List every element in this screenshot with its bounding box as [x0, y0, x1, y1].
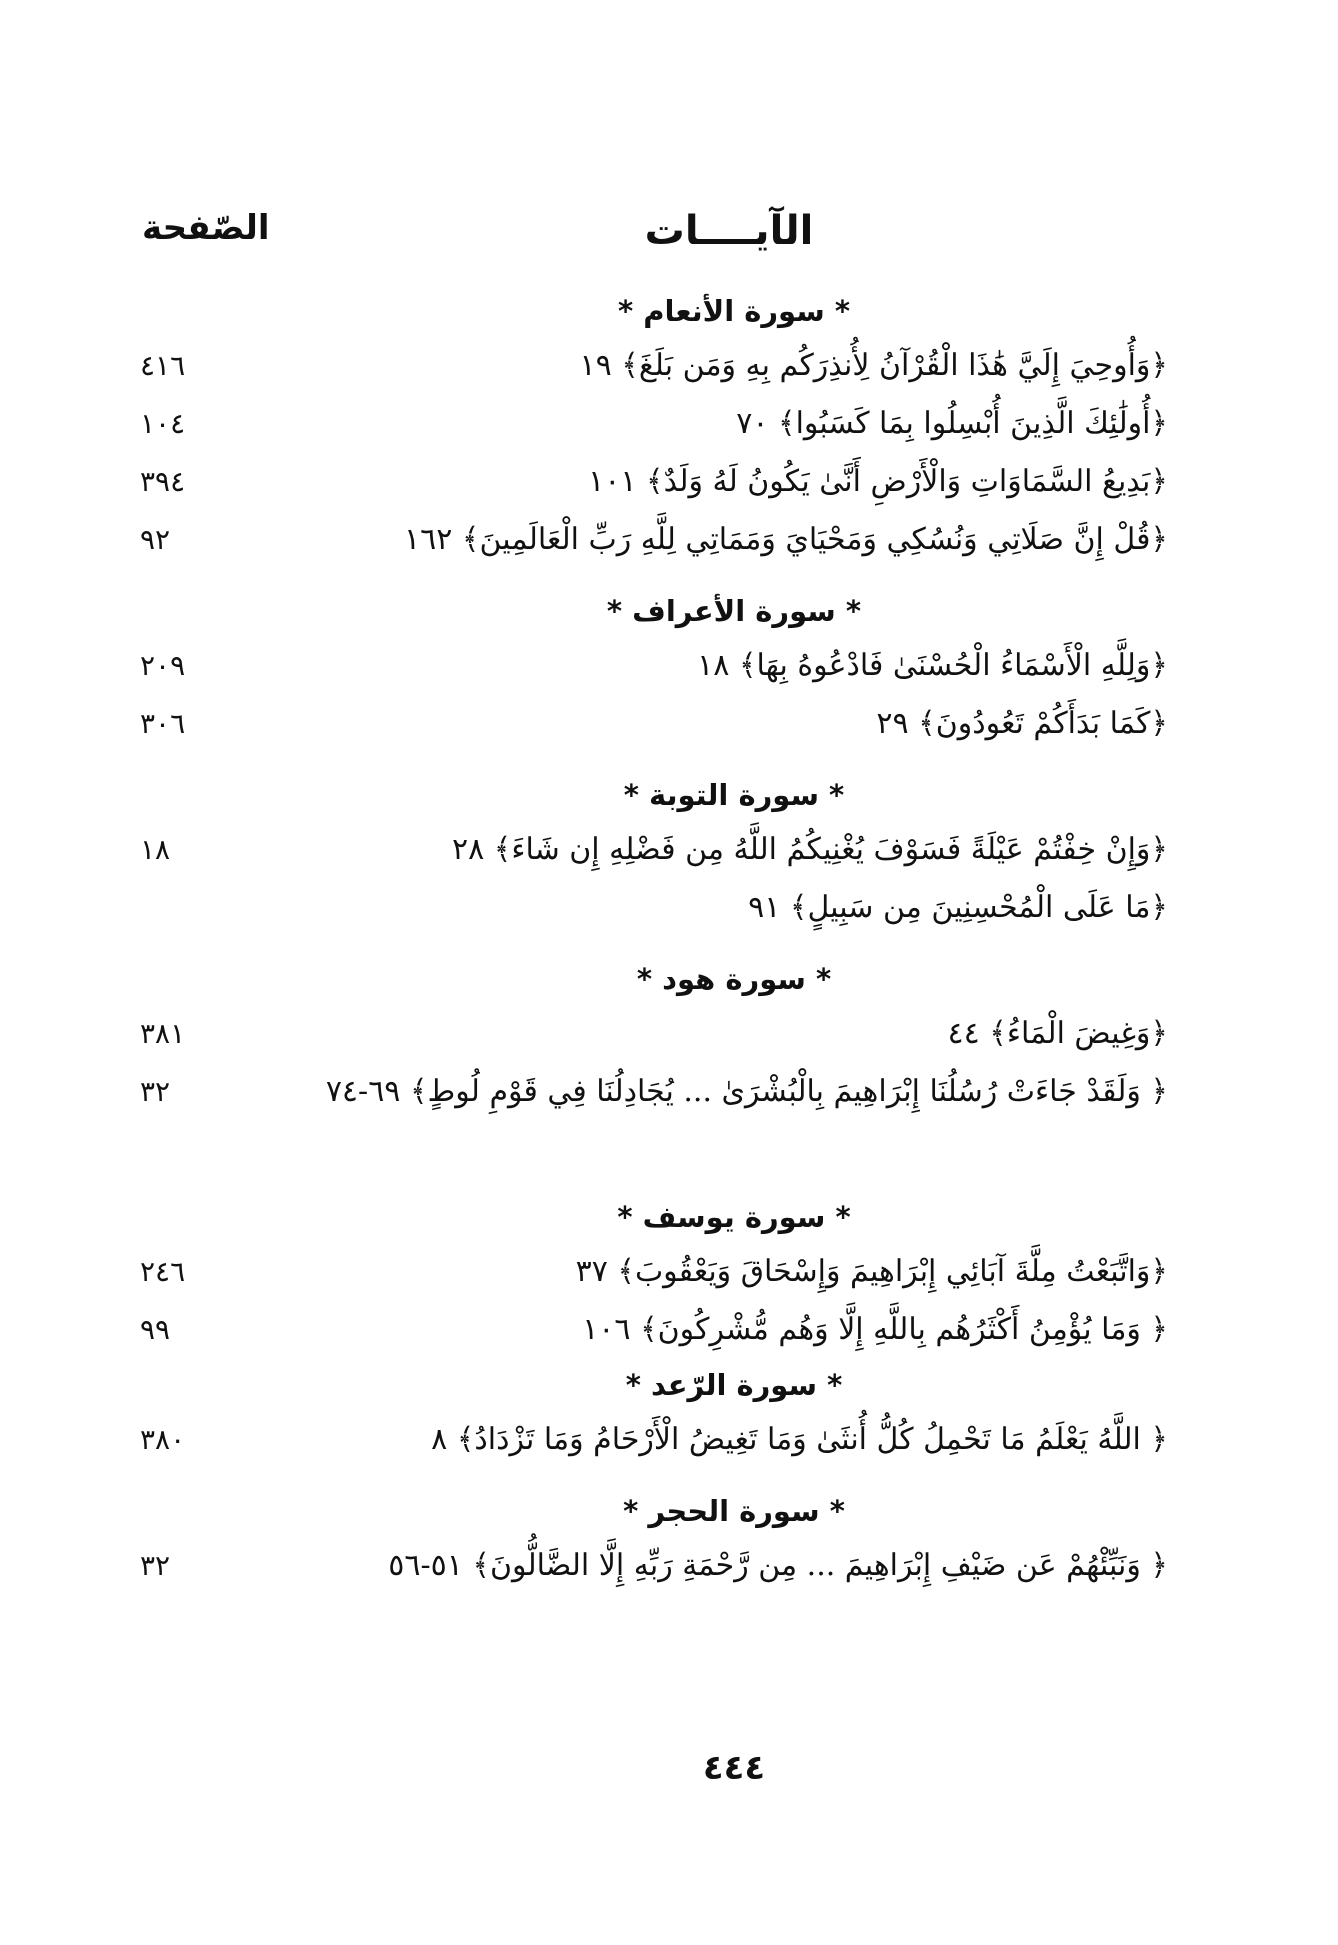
surah-title-araf: * سورة الأعراف * — [606, 594, 862, 628]
verse-text: ﴿وَأُوحِيَ إِلَيَّ هَٰذَا الْقُرْآنُ لِأُنذِرَكُم بِهِ وَمَن بَلَغَ﴾ ١٩ — [579, 348, 1168, 383]
verse-text: ﴿بَدِيعُ السَّمَاوَاتِ وَالْأَرْضِ أَنَّىٰ يَكُونُ لَهُ وَلَدٌ﴾ ١٠١ — [588, 464, 1168, 499]
table-header — [0, 208, 1338, 258]
table-row — [0, 1005, 1338, 1063]
table-row — [0, 453, 1338, 511]
page-number: ٢٤٦ — [140, 1255, 186, 1288]
page-number: ٣٩٤ — [140, 465, 186, 498]
table-row — [0, 1301, 1338, 1359]
verse-text: ﴿مَا عَلَى الْمُحْسِنِينَ مِن سَبِيلٍ﴾ ٩١ — [748, 890, 1168, 925]
page-number: ٢٠٩ — [140, 649, 186, 682]
surah-title-rad: * سورة الرّعد * — [625, 1368, 843, 1402]
page-number: ٣٨١ — [140, 1017, 186, 1050]
verse-text: ﴿ وَنَبِّئْهُمْ عَن ضَيْفِ إِبْرَاهِيمَ ... مِن رَّحْمَةِ رَبِّهِ إِلَّا الضَّالُّونَ﴾ ٥١-٥٦ — [388, 1548, 1168, 1583]
page-number: ٣٠٦ — [140, 707, 186, 740]
page-column-heading: الصّفحة — [142, 208, 270, 248]
table-row — [0, 879, 1338, 937]
surah-title-yusuf: * سورة يوسف * — [617, 1200, 851, 1234]
verse-text: ﴿وَلِلَّهِ الْأَسْمَاءُ الْحُسْنَىٰ فَادْعُوهُ بِهَا﴾ ١٨ — [697, 648, 1168, 683]
verse-text: ﴿ وَلَقَدْ جَاءَتْ رُسُلُنَا إِبْرَاهِيمَ بِالْبُشْرَىٰ ... يُجَادِلُنَا فِي قَوْمِ لُوطٍ﴾ ٦٩-٧٤ — [325, 1074, 1168, 1109]
table-row — [0, 1411, 1338, 1469]
table-row — [0, 337, 1338, 395]
page-number: ٣٢ — [140, 1549, 171, 1582]
page-number: ٣٢ — [140, 1075, 171, 1108]
page-number: ١٨ — [140, 833, 171, 866]
surah-title-hijr: * سورة الحجر * — [623, 1494, 845, 1528]
verse-text: ﴿ وَمَا يُؤْمِنُ أَكْثَرُهُم بِاللَّهِ إِلَّا وَهُم مُّشْرِكُونَ﴾ ١٠٦ — [582, 1312, 1168, 1347]
page-number: ٤١٦ — [140, 349, 186, 382]
verse-text: ﴿أُولَٰئِكَ الَّذِينَ أُبْسِلُوا بِمَا كَسَبُوا﴾ ٧٠ — [736, 406, 1168, 441]
verse-text: ﴿وَإِنْ خِفْتُمْ عَيْلَةً فَسَوْفَ يُغْنِيكُمُ اللَّهُ مِن فَضْلِهِ إِن شَاءَ﴾ ٢٨ — [452, 832, 1168, 867]
table-row — [0, 1243, 1338, 1301]
surah-title-tawbah: * سورة التوبة * — [623, 778, 845, 812]
verse-text: ﴿قُلْ إِنَّ صَلَاتِي وَنُسُكِي وَمَحْيَايَ وَمَمَاتِي لِلَّهِ رَبِّ الْعَالَمِينَ﴾ ١٦٢ — [404, 522, 1168, 557]
page-number: ٩٩ — [140, 1313, 171, 1346]
table-row — [0, 637, 1338, 695]
page-number: ١٠٤ — [140, 407, 186, 440]
surah-title-anam: * سورة الأنعام * — [617, 294, 851, 328]
page-number: ٩٢ — [140, 523, 171, 556]
verse-text: ﴿وَاتَّبَعْتُ مِلَّةَ آبَائِي إِبْرَاهِيمَ وَإِسْحَاقَ وَيَعْقُوبَ﴾ ٣٧ — [575, 1254, 1168, 1289]
table-row — [0, 695, 1338, 753]
verses-column-heading: الآيــــات — [644, 208, 814, 254]
verse-text: ﴿وَغِيضَ الْمَاءُ﴾ ٤٤ — [947, 1016, 1168, 1051]
verse-index — [0, 285, 1338, 1595]
table-row — [0, 1537, 1338, 1595]
table-row — [0, 821, 1338, 879]
verse-text: ﴿ اللَّهُ يَعْلَمُ مَا تَحْمِلُ كُلُّ أُنثَىٰ وَمَا تَغِيضُ الْأَرْحَامُ وَمَا تَزْدَادُ﴾ ٨ — [431, 1422, 1168, 1457]
surah-title-hud: * سورة هود * — [636, 962, 832, 996]
page-number-footer: ٤٤٤ — [702, 1748, 766, 1788]
verse-text: ﴿كَمَا بَدَأَكُمْ تَعُودُونَ﴾ ٢٩ — [876, 706, 1168, 741]
table-row — [0, 511, 1338, 569]
table-row — [0, 395, 1338, 453]
page-number: ٣٨٠ — [140, 1423, 186, 1456]
table-row — [0, 1063, 1338, 1121]
